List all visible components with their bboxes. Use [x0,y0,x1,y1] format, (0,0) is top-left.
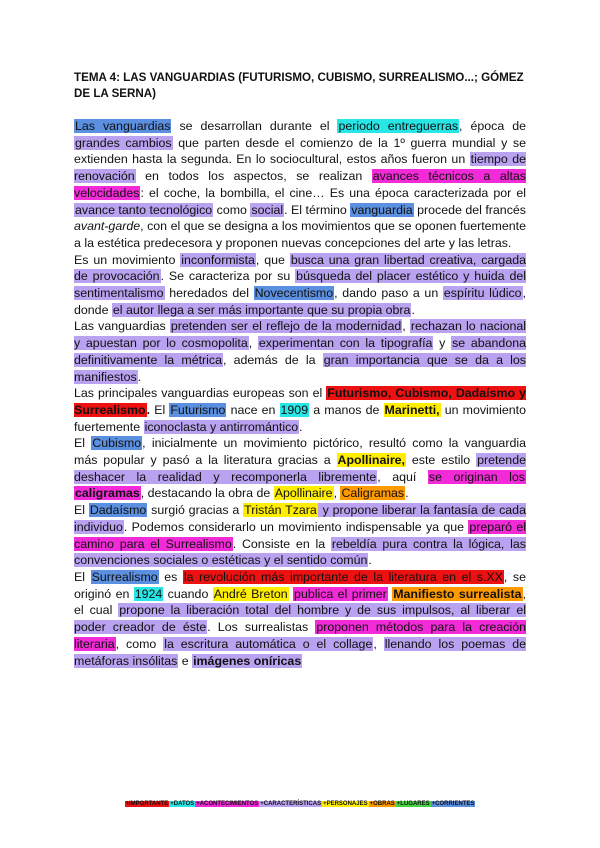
legend-item: +PERSONAJES [323,801,368,807]
text-run: , [248,336,258,351]
highlighted-text: Futurismo, Cubismo, Dadaísmo y Surrealismo [74,386,526,417]
highlighted-text: tiempo de renovación [74,152,526,184]
text-run: se desarrollan durante el [171,119,338,133]
text-run: Las principales vanguardias europeas son el [74,386,327,401]
legend-item: +LUGARES [396,801,430,807]
highlighted-text: la escritura automática o el collage [164,636,373,651]
text-run: . [299,419,303,434]
highlighted-text: 1909 [280,402,309,417]
highlighted-text: rechazan lo nacional y apuestan por lo cosmopolita [74,319,526,351]
text-run: en todos los aspectos, se realizan [135,169,372,184]
text-run: un movimiento fuertemente [74,402,526,434]
highlighted-text: inconformista [181,252,255,267]
text-run: El [74,569,91,584]
text-run: , se originó en [74,569,526,601]
highlighted-text: Dadaísmo [89,503,147,518]
color-legend [0,800,600,809]
highlighted-text: avance tanto tecnológico [75,202,213,217]
paragraph [74,385,526,435]
paragraph [74,118,526,252]
highlighted-text: Las vanguardias [75,119,171,133]
text-run: El [74,503,89,518]
document-body [74,118,526,669]
highlighted-text: el autor llega a ser más importante que su propia obra [112,302,411,317]
text-run: El [154,402,170,417]
legend-item: +CORRIENTES [431,801,475,807]
highlighted-text: periodo entreguerras [338,119,459,133]
highlighted-text: llenando los poemas de metáforas insólitas [74,636,526,668]
highlighted-text: se abandona definitivamente la métrica [74,336,526,367]
highlighted-text: Surrealismo [91,569,158,584]
text-run: , aquí [377,469,428,484]
highlighted-text: pretende deshacer la realidad y recomponerla libremente [74,453,526,484]
legend-item: +OBRAS [369,801,395,807]
paragraph [74,435,526,502]
text-run: , [333,486,341,501]
paragraph [74,252,526,319]
text-run: . El término [284,202,351,217]
text-run: cuando [163,586,213,601]
text-run: , el cual [74,586,526,618]
legend-item: +ACONTECIMIENTOS [196,801,259,807]
text-run: , dando paso a un [334,286,443,301]
text-run: , época de [459,119,526,133]
text-run: . [411,302,415,317]
text-run: : el coche, la bombilla, el cine… Es una época caracterizada por el [140,185,526,200]
highlighted-text: rebeldía pura contra la lógica, las convenciones sociales o estéticas y el sentido común [74,536,526,568]
highlighted-text: publica el primer [294,586,387,601]
paragraph [74,569,526,669]
text-run: . Consiste en la [232,536,331,551]
legend-item: +CARACTERÍSTICAS [260,801,322,807]
highlighted-text: 1924 [134,586,163,601]
highlighted-text: se originan los [428,469,525,484]
text-run: . Se caracteriza por su [160,269,296,284]
text-run: . [405,486,409,501]
highlighted-text: espíritu lúdico [443,286,522,301]
text-run: . [368,553,372,568]
text-run: , donde [74,286,526,317]
text-run: . Podemos considerarlo un movimiento indispensable ya que [123,519,469,534]
text-run: procede del francés [413,202,526,217]
highlighted-text: imágenes oníricas [193,653,302,668]
legend-item: +IMPORTANTE [125,801,169,807]
text-run: , destacando la obra de [140,486,274,501]
text-run: . [137,369,142,384]
text-run: , además de la [223,352,323,367]
highlighted-text: vanguardia [351,202,413,217]
text-run: avant-garde [74,219,141,234]
text-run: Es un movimiento [74,252,181,267]
highlighted-text: Tristán Tzara [244,503,317,518]
highlighted-text: propone la liberación total del hombre y de sus impulsos, al liberar el poder creador de éste [74,603,526,635]
paragraph [74,502,526,569]
highlighted-text: Marinetti, [384,402,440,417]
text-run: nace en [226,402,280,417]
highlighted-text: Apollinaire [274,486,333,501]
text-run: como [213,202,251,217]
highlighted-text: Futurismo [170,402,226,417]
highlighted-text: Novecentismo [254,286,334,301]
text-run: . [146,402,155,417]
highlighted-text: caligramas [75,486,140,501]
text-run: este estilo [406,453,477,468]
text-run: , [373,636,384,651]
text-run: , que [255,252,290,267]
highlighted-text: grandes cambios [75,135,172,150]
text-run: Las vanguardias [74,319,170,334]
highlighted-text: y propone liberar la fantasía de cada individuo [74,503,526,534]
highlighted-text: búsqueda del placer estético y huida del sentimentalismo [74,269,527,301]
highlighted-text: avances técnicos a altas velocidades [74,169,526,200]
highlighted-text: experimentan con la tipografía [258,336,433,351]
page-title: TEMA 4: LAS VANGUARDIAS (FUTURISMO, CUBISMO, SURREALISMO...; GÓMEZ DE LA SERNA) [74,71,524,100]
highlighted-text: Manifiesto surrealista [393,586,522,601]
text-run: surgió gracias a [147,503,244,518]
highlighted-text: Caligramas [341,486,405,501]
highlighted-text: Apollinaire, [337,453,405,468]
text-run: es [158,569,183,584]
highlighted-text: André Breton [213,586,288,601]
legend-item: +DATOS [170,801,195,807]
highlighted-text: pretenden ser el reflejo de la modernidad [170,319,402,334]
text-run: y [433,336,452,351]
text-run: que parten desde el comienzo de la 1º guerra mundial y se extienden hasta la segunda. En lo sociocultural, estos años fueron un [74,135,526,167]
highlighted-text: social [251,202,284,217]
highlighted-text: preparó el camino para el Surrealismo [74,519,527,551]
highlighted-text: proponen métodos para la creación literaria [74,620,526,651]
document-page [74,70,526,669]
highlighted-text: busca una gran libertad creativa, cargada de provocación [74,252,526,284]
highlighted-text: iconoclasta y antirromántico [144,419,299,434]
text-run: heredados del [164,286,254,301]
text-run: , con el que se designa a los movimientos que se oponen fuertemente a la estética predecesora y proponen nuevas concepciones del arte y las letras. [74,219,526,250]
text-run: El [74,436,92,451]
text-run: . Los surrealistas [207,620,316,635]
text-run: a manos de [309,402,384,417]
text-run: , [402,319,410,334]
paragraph [74,318,526,385]
text-run: , como [115,636,164,651]
highlighted-text: la revolución más importante de la literatura en el s.XX [183,569,503,584]
text-run: e [178,653,193,668]
text-run: , inicialmente un movimiento pictórico, resultó como la vanguardia más popular y pasó a la literatura gracias a [74,436,526,468]
highlighted-text: gran importancia que se da a los manifiestos [74,352,526,384]
highlighted-text: Cubismo [92,436,142,451]
